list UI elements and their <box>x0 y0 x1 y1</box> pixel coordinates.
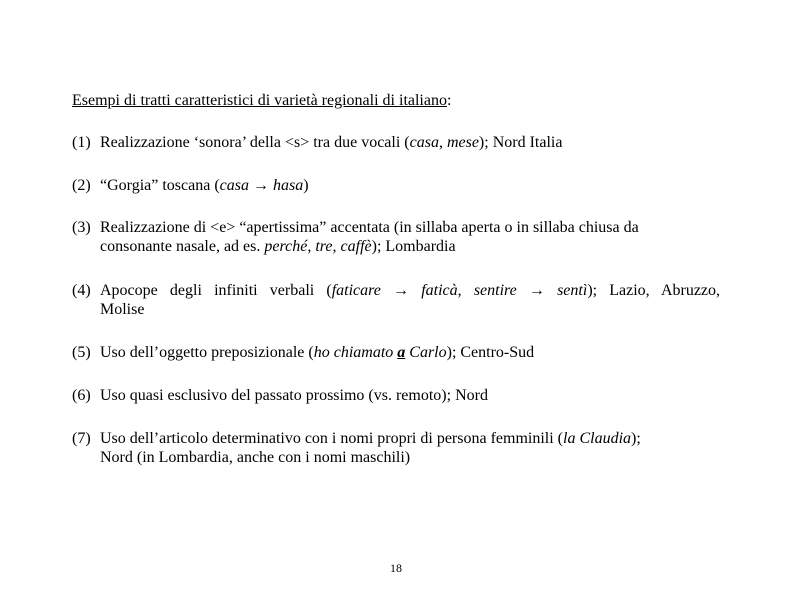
item-text <box>100 281 720 319</box>
page-heading <box>72 91 451 110</box>
item-number: (2) <box>72 177 91 194</box>
item-text-part: consonante nasale, ad es. <box>100 238 265 255</box>
item-text-part: “Gorgia” toscana ( <box>100 177 220 194</box>
item-text-line: Uso quasi esclusivo del passato prossimo (vs. remoto); Nord <box>100 387 488 404</box>
list-item-3 <box>72 218 720 256</box>
item-number: (5) <box>72 344 91 361</box>
item-example: tre <box>315 238 333 255</box>
item-example: mese <box>446 134 479 151</box>
item-text-part: , <box>332 238 341 255</box>
item-text <box>100 218 720 256</box>
list-item-1 <box>72 133 720 152</box>
item-text <box>100 133 720 152</box>
list-item-5 <box>72 343 720 362</box>
heading-title: Esempi di tratti caratteristici di varietà regionali di italiano <box>72 92 447 109</box>
item-example: casa → hasa <box>219 177 304 194</box>
item-text-part: , <box>438 134 447 151</box>
item-text <box>100 176 720 195</box>
item-text-part: ); Lazio, Abruzzo, <box>587 282 721 299</box>
item-text-part: ); Lombardia <box>371 238 456 255</box>
item-number: (3) <box>72 219 91 236</box>
item-example: perché <box>264 238 308 255</box>
item-number: (6) <box>72 387 91 404</box>
page-number: 18 <box>390 561 402 575</box>
item-text-line: Nord (in Lombardia, anche con i nomi maschili) <box>100 449 411 466</box>
item-text-part: Uso dell’oggetto preposizionale ( <box>100 344 314 361</box>
item-text <box>100 429 720 467</box>
item-example: casa <box>409 134 439 151</box>
list-item-7 <box>72 429 720 467</box>
item-text-part: ); Nord Italia <box>478 134 563 151</box>
item-number: (4) <box>72 282 91 299</box>
list-item-4 <box>72 281 720 319</box>
item-example: la Claudia <box>563 430 632 447</box>
item-text <box>100 386 720 405</box>
item-text-part: , <box>457 282 474 299</box>
item-text-part: ) <box>303 177 309 194</box>
item-text-part: , <box>307 238 316 255</box>
item-text-part: ); Centro-Sud <box>446 344 535 361</box>
item-example: sentire → sentì <box>473 282 588 299</box>
list-item-2 <box>72 176 720 195</box>
item-text-line: Realizzazione di <e> “apertissima” accentata (in sillaba aperta o in sillaba chiusa da <box>100 219 639 236</box>
heading-colon: : <box>446 92 452 109</box>
item-text-part: Realizzazione ‘sonora’ della <s> tra due vocali ( <box>100 134 410 151</box>
item-example: Carlo <box>405 344 447 361</box>
item-example: ho chiamato <box>313 344 398 361</box>
item-number: (7) <box>72 430 91 447</box>
item-text-part: ); <box>631 430 641 447</box>
item-example: caffè <box>340 238 372 255</box>
item-example: faticare → faticà <box>331 282 458 299</box>
item-number: (1) <box>72 134 91 151</box>
item-text <box>100 343 720 362</box>
item-text-part: Apocope degli infiniti verbali ( <box>100 282 332 299</box>
item-text-line: Molise <box>100 301 145 318</box>
item-text-part: Uso dell’articolo determinativo con i nomi propri di persona femminili ( <box>100 430 563 447</box>
list-item-6 <box>72 386 720 405</box>
item-example-emphasis: a <box>397 344 406 361</box>
